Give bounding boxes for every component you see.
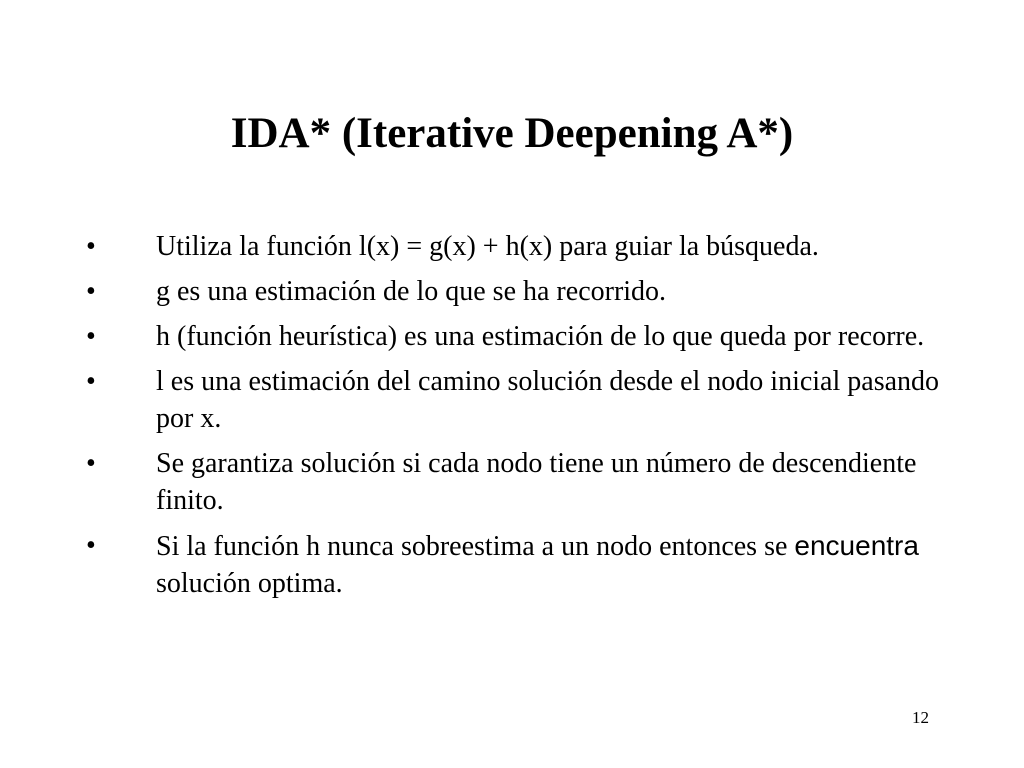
bullet-item [86,318,946,355]
bullet-item [86,273,946,310]
bullet-text: Se garantiza solución si cada nodo tiene un número de descendiente finito. [156,448,917,516]
bullet-list [86,228,946,610]
bullet-item [86,445,946,519]
bullet-icon: • [86,366,96,397]
bullet-icon: • [86,448,96,479]
bullet-icon: • [86,530,96,561]
bullet-icon: • [86,321,96,352]
bullet-text: Utiliza la función l(x) = g(x) + h(x) para guiar la búsqueda. [156,231,819,262]
bullet-text-after: solución optima. [156,568,343,599]
bullet-item-last [86,527,946,602]
bullet-text: l es una estimación del camino solución desde el nodo inicial pasando por x. [156,366,940,434]
bullet-item [86,363,946,437]
bullet-item [86,228,946,265]
page-number: 12 [912,708,929,727]
bullet-text: g es una estimación de lo que se ha recorrido. [156,276,667,307]
bullet-text-before: Si la función h nunca sobreestima a un nodo entonces se [156,531,795,562]
bullet-icon: • [86,231,96,262]
slide-title: IDA* (Iterative Deepening A*) [230,110,794,157]
bullet-text: h (función heurística) es una estimación de lo que queda por recorre. [156,321,925,352]
bullet-icon: • [86,276,96,307]
bullet-text-emphasis: encuentra [794,530,919,561]
